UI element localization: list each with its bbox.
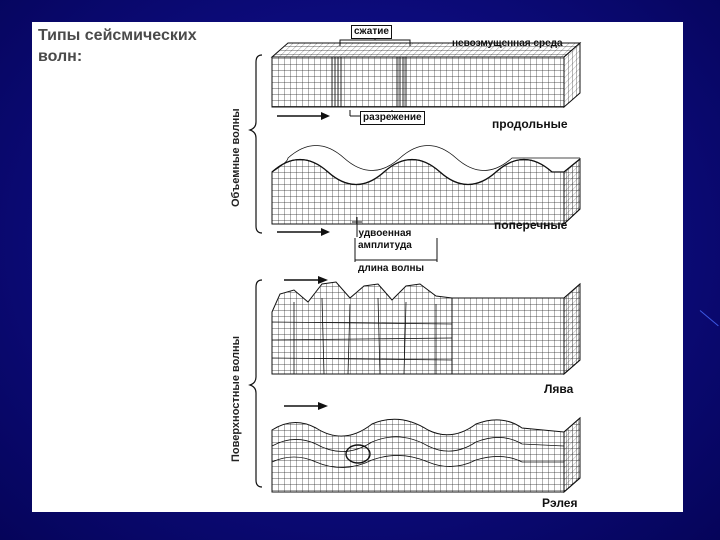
longitudinal-label: продольные [492,117,568,131]
slide-title: Типы сейсмических волн: [38,27,197,65]
love-wave-block [272,276,580,374]
rayleigh-label: Рэлея [542,496,578,510]
slide [32,22,683,512]
double-amplitude-label: удвоенная амплитуда [358,228,412,251]
surface-waves-bracket [250,280,262,487]
surface-waves-label: Поверхностные волны [230,335,242,462]
undisturbed-medium-label: невозмущенная среда [452,38,563,49]
rayleigh-wave-block [272,402,580,492]
compression-label: сжатие [351,25,392,39]
body-waves-bracket [250,55,262,233]
transverse-label: поперечные [494,218,568,232]
decorative-line [700,310,719,326]
transverse-wave-block [272,146,580,263]
rarefaction-label: разрежение [360,111,425,125]
wavelength-label: длина волны [358,263,425,274]
body-waves-label: Объемные волны [230,108,242,207]
love-label: Лява [544,382,574,396]
